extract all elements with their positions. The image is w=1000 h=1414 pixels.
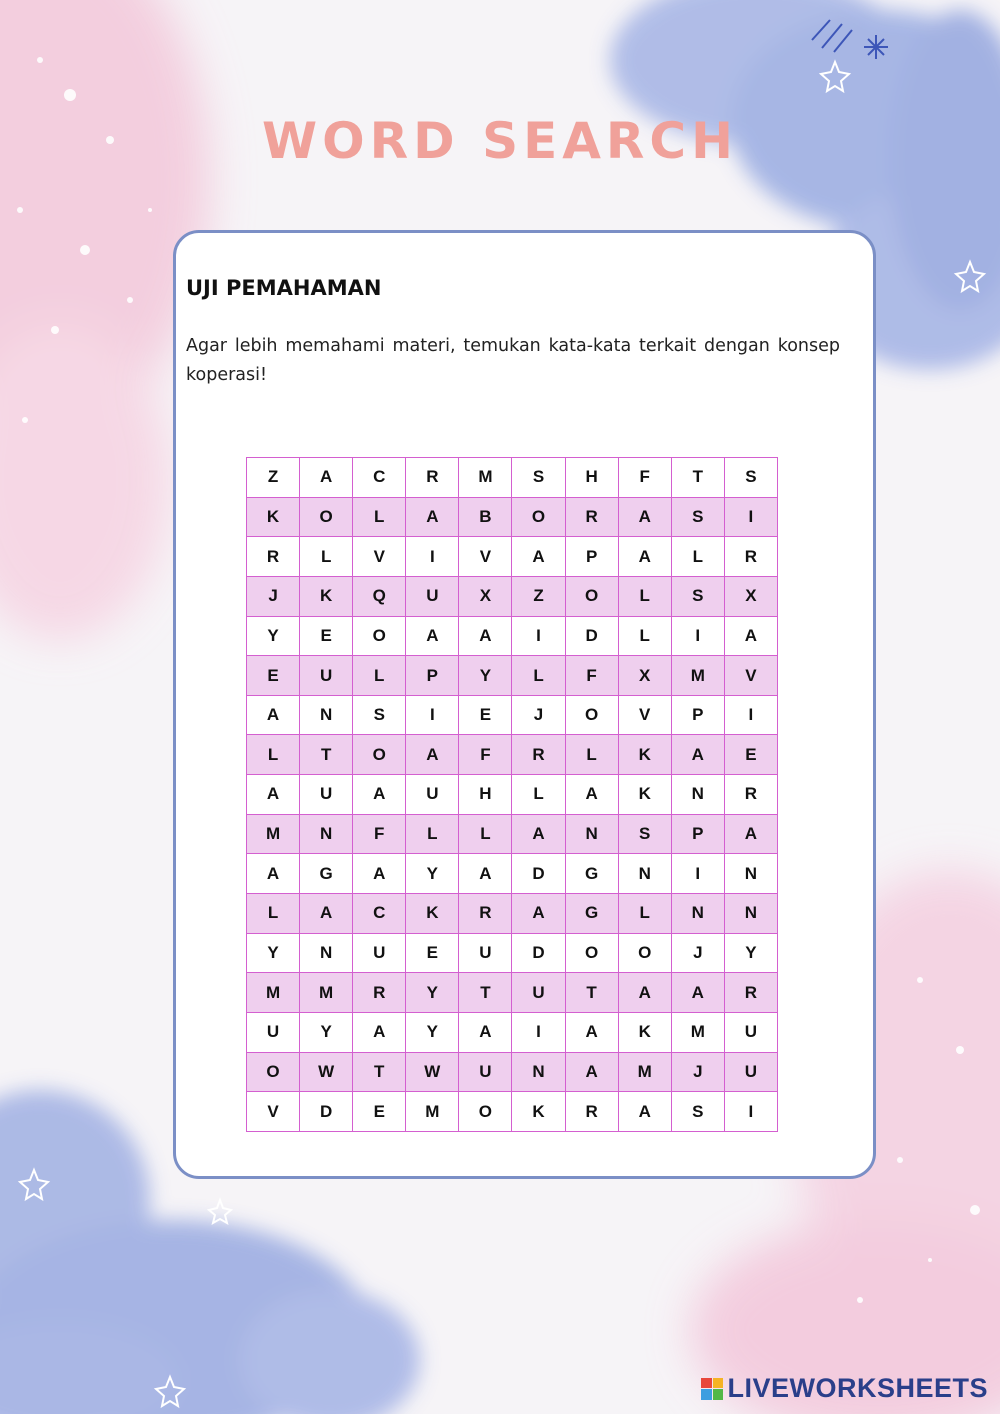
grid-cell[interactable]: P (406, 656, 459, 696)
grid-cell[interactable]: N (512, 1052, 565, 1092)
grid-cell[interactable]: I (512, 1012, 565, 1052)
grid-cell[interactable]: Y (406, 973, 459, 1013)
grid-cell[interactable]: P (671, 814, 724, 854)
grid-cell[interactable]: S (724, 458, 777, 498)
grid-cell[interactable]: A (353, 775, 406, 815)
instruction-text: Agar lebih memahami materi, temukan kata-kata terkait dengan konsep koperasi! (186, 336, 840, 385)
grid-cell[interactable]: L (459, 814, 512, 854)
grid-row (247, 933, 778, 973)
grid-cell[interactable]: R (724, 537, 777, 577)
grid-row (247, 695, 778, 735)
grid-cell[interactable]: O (565, 933, 618, 973)
grid-cell[interactable]: X (724, 576, 777, 616)
grid-cell[interactable]: D (512, 933, 565, 973)
grid-cell[interactable]: M (247, 814, 300, 854)
grid-cell[interactable]: N (618, 854, 671, 894)
grid-cell[interactable]: S (671, 576, 724, 616)
grid-cell[interactable]: A (565, 1012, 618, 1052)
grid-cell[interactable]: A (300, 894, 353, 934)
grid-cell[interactable]: M (618, 1052, 671, 1092)
grid-cell[interactable]: U (459, 933, 512, 973)
grid-cell[interactable]: U (459, 1052, 512, 1092)
grid-row (247, 894, 778, 934)
grid-row (247, 458, 778, 498)
grid-cell[interactable]: A (459, 854, 512, 894)
grid-cell[interactable]: R (512, 735, 565, 775)
grid-cell[interactable]: T (353, 1052, 406, 1092)
grid-cell[interactable]: I (671, 616, 724, 656)
grid-cell[interactable]: A (618, 497, 671, 537)
grid-cell[interactable]: L (406, 814, 459, 854)
grid-cell[interactable]: A (406, 497, 459, 537)
grid-cell[interactable]: N (671, 894, 724, 934)
grid-cell[interactable]: I (724, 1092, 777, 1132)
grid-cell[interactable]: A (618, 537, 671, 577)
page-title: WORD SEARCH (262, 112, 738, 170)
grid-cell[interactable]: G (565, 854, 618, 894)
grid-cell[interactable]: O (247, 1052, 300, 1092)
grid-cell[interactable]: Y (406, 854, 459, 894)
grid-row (247, 616, 778, 656)
grid-cell[interactable]: U (247, 1012, 300, 1052)
grid-cell[interactable]: L (353, 497, 406, 537)
grid-cell[interactable]: E (300, 616, 353, 656)
grid-cell[interactable]: L (618, 616, 671, 656)
grid-cell[interactable]: L (512, 775, 565, 815)
brand-text: LIVEWORKSHEETS (727, 1373, 988, 1403)
grid-cell[interactable]: R (565, 1092, 618, 1132)
grid-cell[interactable]: W (406, 1052, 459, 1092)
grid-cell[interactable]: H (459, 775, 512, 815)
grid-cell[interactable]: F (353, 814, 406, 854)
grid-row (247, 854, 778, 894)
grid-cell[interactable]: A (671, 735, 724, 775)
grid-cell[interactable]: N (300, 933, 353, 973)
grid-cell[interactable]: V (618, 695, 671, 735)
grid-row (247, 497, 778, 537)
grid-cell[interactable]: R (724, 775, 777, 815)
grid-cell[interactable]: E (353, 1092, 406, 1132)
grid-row (247, 973, 778, 1013)
grid-cell[interactable]: H (565, 458, 618, 498)
grid-cell[interactable]: Y (406, 1012, 459, 1052)
grid-cell[interactable]: U (300, 775, 353, 815)
grid-cell[interactable]: L (247, 735, 300, 775)
grid-row (247, 735, 778, 775)
grid-cell[interactable]: J (671, 933, 724, 973)
grid-cell[interactable]: T (300, 735, 353, 775)
grid-cell[interactable]: K (512, 1092, 565, 1132)
grid-cell[interactable]: C (353, 458, 406, 498)
grid-cell[interactable]: J (671, 1052, 724, 1092)
grid-cell[interactable]: Y (459, 656, 512, 696)
grid-cell[interactable]: M (406, 1092, 459, 1132)
grid-cell[interactable]: T (565, 973, 618, 1013)
grid-cell[interactable]: G (565, 894, 618, 934)
grid-cell[interactable]: U (300, 656, 353, 696)
grid-cell[interactable]: P (671, 695, 724, 735)
grid-cell[interactable]: Z (247, 458, 300, 498)
grid-cell[interactable]: A (724, 814, 777, 854)
grid-cell[interactable]: M (671, 656, 724, 696)
grid-row (247, 656, 778, 696)
grid-cell[interactable]: Y (724, 933, 777, 973)
grid-cell[interactable]: U (406, 576, 459, 616)
grid-row (247, 1012, 778, 1052)
grid-cell[interactable]: O (565, 576, 618, 616)
grid-cell[interactable]: A (247, 775, 300, 815)
grid-cell[interactable]: O (618, 933, 671, 973)
grid-cell[interactable]: K (247, 497, 300, 537)
grid-cell[interactable]: N (565, 814, 618, 854)
grid-cell[interactable]: D (512, 854, 565, 894)
grid-cell[interactable]: Y (300, 1012, 353, 1052)
grid-cell[interactable]: E (406, 933, 459, 973)
grid-cell[interactable]: S (618, 814, 671, 854)
grid-cell[interactable]: V (724, 656, 777, 696)
grid-cell[interactable]: K (300, 576, 353, 616)
grid-cell[interactable]: A (512, 894, 565, 934)
grid-row (247, 1092, 778, 1132)
grid-cell[interactable]: A (247, 695, 300, 735)
grid-cell[interactable]: E (459, 695, 512, 735)
grid-cell[interactable]: Q (353, 576, 406, 616)
grid-cell[interactable]: E (724, 735, 777, 775)
grid-cell[interactable]: B (459, 497, 512, 537)
grid-cell[interactable]: S (353, 695, 406, 735)
grid-cell[interactable]: V (459, 537, 512, 577)
grid-row (247, 775, 778, 815)
grid-cell[interactable]: L (565, 735, 618, 775)
grid-cell[interactable]: N (300, 814, 353, 854)
grid-cell[interactable]: A (406, 616, 459, 656)
section-heading: UJI PEMAHAMAN (186, 276, 382, 300)
grid-cell[interactable]: K (618, 775, 671, 815)
grid-cell[interactable]: D (300, 1092, 353, 1132)
grid-cell[interactable]: A (247, 854, 300, 894)
grid-cell[interactable]: T (459, 973, 512, 1013)
grid-cell[interactable]: L (353, 656, 406, 696)
grid-cell[interactable]: S (512, 458, 565, 498)
grid-cell[interactable]: R (247, 537, 300, 577)
grid-cell[interactable]: T (671, 458, 724, 498)
grid-cell[interactable]: M (459, 458, 512, 498)
grid-cell[interactable]: X (618, 656, 671, 696)
grid-cell[interactable]: O (459, 1092, 512, 1132)
grid-cell[interactable]: A (618, 973, 671, 1013)
grid-cell[interactable]: L (300, 537, 353, 577)
grid-cell[interactable]: M (671, 1012, 724, 1052)
grid-cell[interactable]: A (565, 775, 618, 815)
grid-cell[interactable]: F (618, 458, 671, 498)
grid-cell[interactable]: V (247, 1092, 300, 1132)
grid-cell[interactable]: N (724, 854, 777, 894)
grid-cell[interactable]: M (300, 973, 353, 1013)
grid-cell[interactable]: S (671, 1092, 724, 1132)
grid-cell[interactable]: N (300, 695, 353, 735)
grid-cell[interactable]: D (565, 616, 618, 656)
grid-cell[interactable]: R (724, 973, 777, 1013)
grid-cell[interactable]: Y (247, 933, 300, 973)
grid-cell[interactable]: M (247, 973, 300, 1013)
grid-cell[interactable]: A (353, 854, 406, 894)
grid-cell[interactable]: K (406, 894, 459, 934)
grid-cell[interactable]: O (565, 695, 618, 735)
grid-cell[interactable]: O (353, 735, 406, 775)
grid-cell[interactable]: R (565, 497, 618, 537)
grid-cell[interactable]: W (300, 1052, 353, 1092)
grid-cell[interactable]: U (512, 973, 565, 1013)
grid-cell[interactable]: O (512, 497, 565, 537)
grid-cell[interactable]: A (459, 616, 512, 656)
grid-cell[interactable]: U (406, 775, 459, 815)
word-search-grid (246, 457, 778, 1132)
grid-cell[interactable]: F (459, 735, 512, 775)
grid-cell[interactable]: I (671, 854, 724, 894)
grid-cell[interactable]: A (565, 1052, 618, 1092)
grid-cell[interactable]: N (671, 775, 724, 815)
grid-cell[interactable]: P (565, 537, 618, 577)
grid-cell[interactable]: O (353, 616, 406, 656)
grid-cell[interactable]: R (353, 973, 406, 1013)
grid-cell[interactable]: Y (247, 616, 300, 656)
grid-cell[interactable]: C (353, 894, 406, 934)
grid-cell[interactable]: G (300, 854, 353, 894)
grid-cell[interactable]: F (565, 656, 618, 696)
grid-cell[interactable]: A (618, 1092, 671, 1132)
grid-cell[interactable]: L (671, 537, 724, 577)
grid-cell[interactable]: U (353, 933, 406, 973)
grid-cell[interactable]: J (247, 576, 300, 616)
grid-cell[interactable]: A (512, 537, 565, 577)
grid-cell[interactable]: L (247, 894, 300, 934)
grid-cell[interactable]: S (671, 497, 724, 537)
grid-cell[interactable]: U (724, 1052, 777, 1092)
grid-cell[interactable]: J (512, 695, 565, 735)
grid-row (247, 1052, 778, 1092)
grid-cell[interactable]: L (618, 894, 671, 934)
grid-cell[interactable]: X (459, 576, 512, 616)
grid-cell[interactable]: R (459, 894, 512, 934)
liveworksheets-logo (701, 1373, 988, 1404)
grid-cell[interactable]: I (724, 695, 777, 735)
grid-cell[interactable]: A (353, 1012, 406, 1052)
grid-cell[interactable]: A (459, 1012, 512, 1052)
grid-cell[interactable]: L (618, 576, 671, 616)
grid-cell[interactable]: Z (512, 576, 565, 616)
grid-cell[interactable]: K (618, 1012, 671, 1052)
grid-cell[interactable]: K (618, 735, 671, 775)
grid-cell[interactable]: A (671, 973, 724, 1013)
grid-cell[interactable]: I (512, 616, 565, 656)
grid-row (247, 814, 778, 854)
grid-cell[interactable]: N (724, 894, 777, 934)
grid-row (247, 537, 778, 577)
grid-cell[interactable]: I (724, 497, 777, 537)
grid-row (247, 576, 778, 616)
grid-cell[interactable]: O (300, 497, 353, 537)
grid-cell[interactable]: R (406, 458, 459, 498)
grid-cell[interactable]: I (406, 695, 459, 735)
grid-cell[interactable]: E (247, 656, 300, 696)
grid-cell[interactable]: A (406, 735, 459, 775)
grid-cell[interactable]: L (512, 656, 565, 696)
grid-cell[interactable]: I (406, 537, 459, 577)
grid-cell[interactable]: U (724, 1012, 777, 1052)
grid-cell[interactable]: V (353, 537, 406, 577)
grid-cell[interactable]: A (300, 458, 353, 498)
brand-mark-icon (701, 1378, 723, 1400)
grid-cell[interactable]: A (512, 814, 565, 854)
grid-cell[interactable]: A (724, 616, 777, 656)
